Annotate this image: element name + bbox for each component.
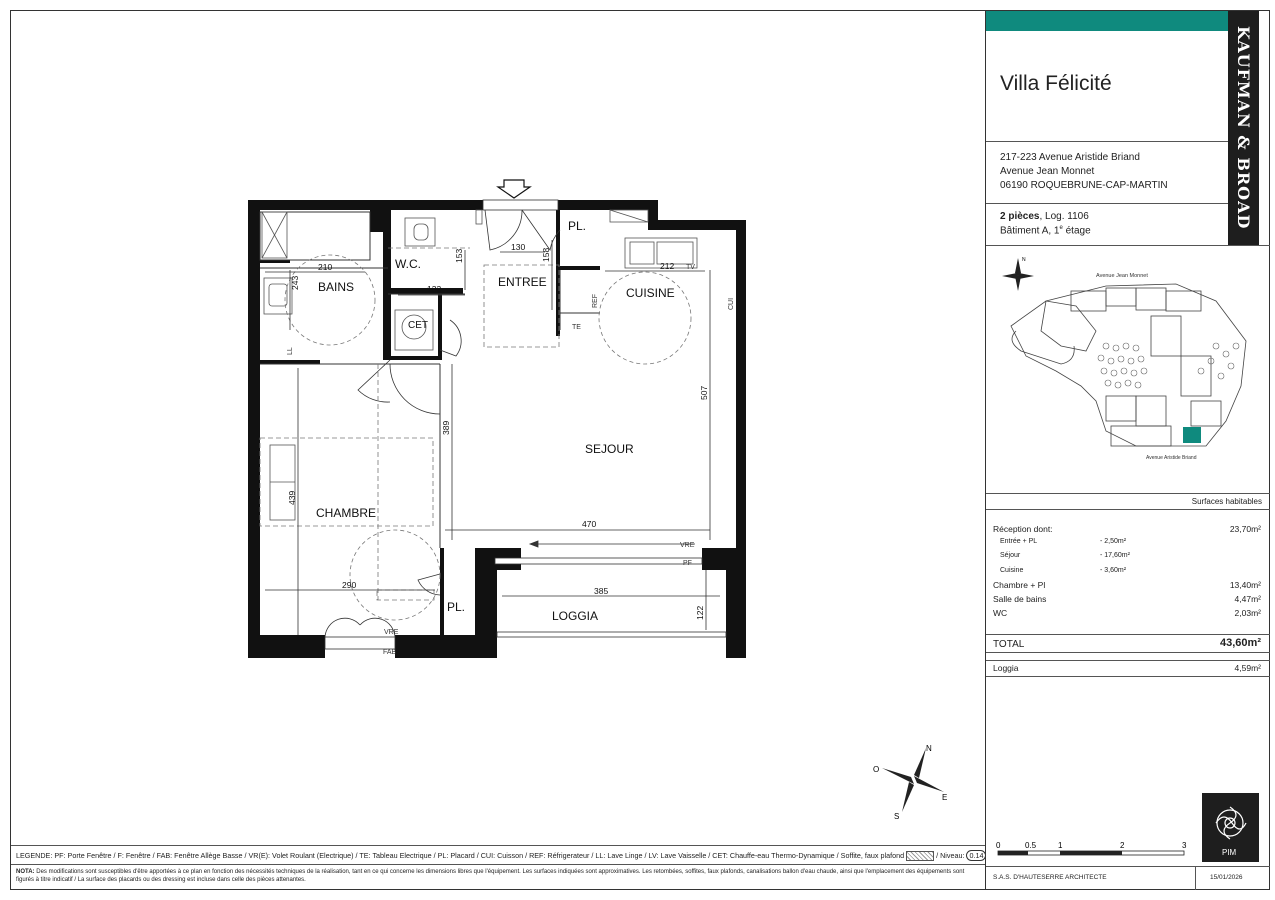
svg-text:507: 507 <box>699 385 709 400</box>
street-top: Avenue Jean Monnet <box>1096 273 1148 279</box>
surface-value: 13,40m² <box>1229 580 1261 590</box>
equipment-labels <box>287 264 735 656</box>
brand-logo: KAUFMAN & BROAD <box>1234 26 1253 230</box>
svg-text:VRE: VRE <box>384 629 399 636</box>
niveau-value: 0.14 <box>966 850 986 861</box>
svg-text:212: 212 <box>660 261 675 271</box>
svg-text:VRE: VRE <box>680 542 695 549</box>
svg-text:PIM: PIM <box>1222 848 1237 857</box>
surface-label: Salle de bains <box>993 594 1047 604</box>
compass-rose <box>870 740 960 825</box>
svg-text:TE: TE <box>572 324 581 331</box>
architect: S.A.S. D'HAUTESERRE ARCHITECTE <box>993 874 1107 881</box>
divider <box>986 866 1270 867</box>
divider <box>986 509 1270 510</box>
scale-bar <box>990 838 1190 860</box>
legend-text: LEGENDE: PF: Porte Fenêtre / F: Fenêtre / FAB: Fenêtre Allège Basse / VR(E): Volet Roulant (Electrique) / TE: Tableau Electrique / PL: Placard / CUI: Cuisson / REF: Réfrigerateur / LL: Lave Linge / LV: Lave Vaisselle / CET: Chauffe-eau Thermo-Dynamique / Soffite, faux plafond <box>16 851 905 860</box>
svg-text:CUI: CUI <box>728 297 735 310</box>
pim-emblem-icon <box>1202 793 1259 862</box>
address-line-1: 217-223 Avenue Aristide Briand <box>1000 152 1140 163</box>
surface-value: - 2,50m² <box>1100 538 1127 545</box>
surface-label: WC <box>993 608 1008 618</box>
north-arrow-icon <box>1002 257 1034 291</box>
compass-icon <box>882 748 944 812</box>
room-chambre: CHAMBRE <box>316 506 377 520</box>
divider <box>986 493 1270 494</box>
address-line-3: 06190 ROQUEBRUNE-CAP-MARTIN <box>1000 180 1168 191</box>
svg-text:243: 243 <box>290 275 300 290</box>
street-bottom: Avenue Aristide Briand <box>1146 455 1197 461</box>
svg-text:LL: LL <box>287 347 294 355</box>
surface-value: - 3,60m² <box>1100 567 1127 574</box>
note-text: Des modifications sont susceptibles d'être apportées à ce plan en fonction des nécessités techniques de la réalisation, tant en ce qui concerne les dimensions libres que l'équipement. Les surfaces indiquées sont approximatives. Les retombées, soffites, faux plafonds, canalisations ballon d'eau chaude, ainsi que l'emplacement des équipements sont figurés à titre indicatif / La surface des placards ou des dressing est incluse dans celle des pièces attenantes. <box>16 869 965 883</box>
divider <box>986 660 1270 661</box>
surface-value: 4,47m² <box>1234 594 1261 604</box>
room-cuisine: CUISINE <box>626 286 675 300</box>
divider <box>986 203 1228 204</box>
surface-value: 23,70m² <box>1229 524 1261 534</box>
surface-label: Réception dont: <box>993 524 1053 534</box>
svg-text:210: 210 <box>318 262 333 272</box>
svg-text:439: 439 <box>287 490 297 505</box>
site-plan <box>986 246 1270 492</box>
floor-plan <box>240 170 760 670</box>
svg-text:0: 0 <box>996 841 1001 850</box>
room-entree: ENTREE <box>498 275 547 289</box>
compass-e: E <box>942 793 948 802</box>
room-bains: BAINS <box>318 280 355 294</box>
svg-text:N: N <box>1022 257 1026 263</box>
svg-text:TV: TV <box>686 264 695 271</box>
room-pl1: PL. <box>568 219 587 233</box>
floor-suffix: étage <box>1062 225 1091 237</box>
compass-s: S <box>894 812 900 821</box>
fixtures <box>262 210 697 520</box>
surfaces-header: Surfaces habitables <box>1191 497 1262 506</box>
divider <box>986 652 1270 653</box>
niveau-label: / Niveau: <box>936 851 965 860</box>
entry-arrow-icon <box>498 180 530 198</box>
loggia-label: Loggia <box>993 663 1019 673</box>
room-sejour: SEJOUR <box>585 442 634 456</box>
svg-text:130: 130 <box>511 242 526 252</box>
svg-text:470: 470 <box>582 519 597 529</box>
soffite-hatch-icon <box>906 851 934 861</box>
svg-text:133: 133 <box>427 284 442 294</box>
lot-ref: Log. 1106 <box>1045 211 1089 222</box>
surface-label: Séjour <box>1000 552 1021 559</box>
building: Bâtiment A, 1 <box>1000 225 1060 237</box>
compass-n: N <box>926 744 932 753</box>
note-label: NOTA: <box>16 869 35 875</box>
address-line-2: Avenue Jean Monnet <box>1000 166 1095 177</box>
sliding-arrows <box>530 541 695 547</box>
loggia-value: 4,59m² <box>1234 663 1261 673</box>
note <box>16 868 976 884</box>
accent-bar <box>986 11 1228 31</box>
surface-value: - 17,60m² <box>1100 552 1130 559</box>
surface-value: 2,03m² <box>1234 608 1261 618</box>
total-label: TOTAL <box>993 639 1025 650</box>
lot-type: 2 pièces <box>1000 211 1040 222</box>
divider <box>986 634 1270 635</box>
lot-info: 2 pièces, Log. 1106 <box>1000 211 1089 222</box>
svg-text:122: 122 <box>695 605 705 620</box>
surface-label: Entrée + PL <box>1000 538 1038 545</box>
divider <box>11 845 985 846</box>
floor-sup: e <box>1059 225 1063 231</box>
building-info <box>1000 225 1091 236</box>
date: 15/01/2026 <box>1210 874 1243 881</box>
svg-text:1: 1 <box>1058 841 1063 850</box>
room-cet: CET <box>408 320 428 331</box>
svg-text:158: 158 <box>541 247 551 262</box>
room-loggia: LOGGIA <box>552 609 599 623</box>
total-value: 43,60m² <box>1220 637 1261 649</box>
room-wc: W.C. <box>395 257 421 271</box>
lot-highlight <box>1183 427 1201 443</box>
compass-o: O <box>873 765 880 774</box>
svg-text:290: 290 <box>342 580 357 590</box>
project-title: Villa Félicité <box>1000 72 1112 95</box>
surface-label: Chambre + Pl <box>993 580 1046 590</box>
svg-text:0.5: 0.5 <box>1025 841 1037 850</box>
room-pl2: PL. <box>447 600 466 614</box>
dashed-outlines <box>260 248 559 600</box>
svg-text:389: 389 <box>441 420 451 435</box>
svg-text:153: 153 <box>454 248 464 263</box>
divider <box>1195 866 1196 890</box>
divider <box>11 864 985 865</box>
legend <box>16 851 986 861</box>
svg-text:3: 3 <box>1182 841 1187 850</box>
surface-label: Cuisine <box>1000 567 1024 574</box>
svg-text:PF: PF <box>683 560 692 567</box>
divider <box>986 676 1270 677</box>
svg-text:FAB: FAB <box>383 649 397 656</box>
divider <box>986 141 1228 142</box>
svg-text:385: 385 <box>594 586 609 596</box>
svg-text:2: 2 <box>1120 841 1125 850</box>
svg-text:REF: REF <box>592 294 599 308</box>
